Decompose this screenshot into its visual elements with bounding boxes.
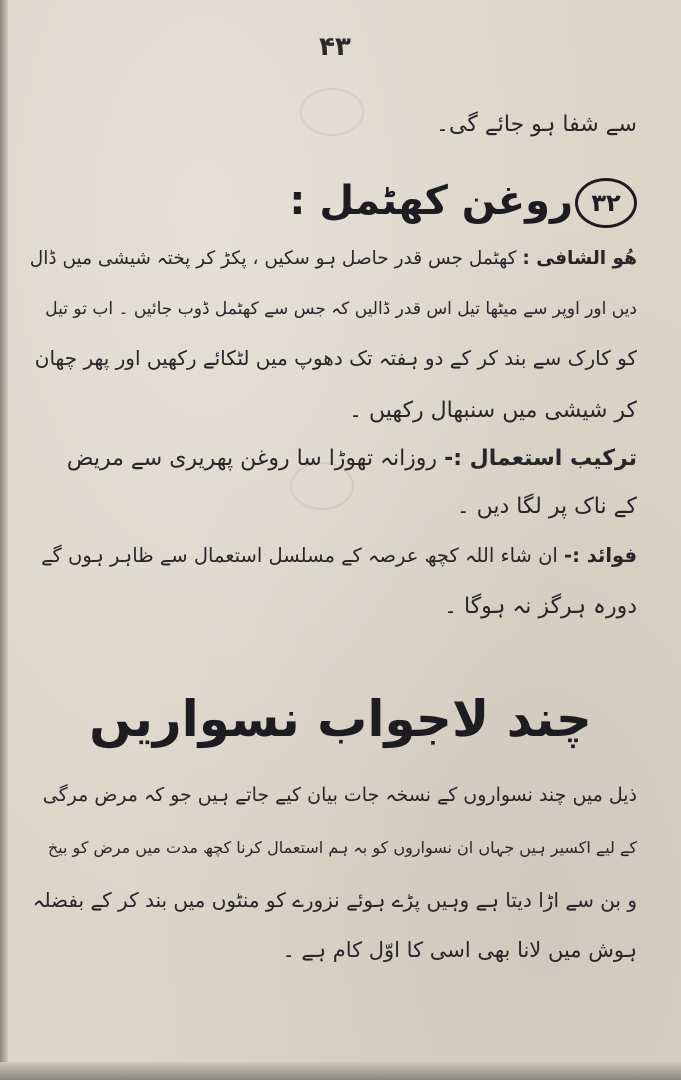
page-number: ۴۳	[319, 32, 351, 62]
carryover-line: سے شفا ہو جائے گی۔	[436, 112, 637, 137]
usage-text: روزانہ تھوڑا سا روغن پھریری سے مریض	[66, 446, 438, 471]
usage-label: ترکیب استعمال :-	[444, 446, 637, 471]
method-line: کر شیشی میں سنبھال رکھیں ۔	[349, 398, 637, 423]
usage-line	[67, 446, 637, 471]
benefits-line	[41, 544, 637, 567]
page-bottom-edge-shadow	[0, 1062, 681, 1080]
intro-line: کے لیے اکسیر ہیں جہاں ان نسواروں کو بہ ہم استعمال کرنا کچھ مدت میں مرض کو بیخ	[47, 838, 637, 857]
method-line: کو کارک سے بند کر کے دو ہفتہ تک دھوپ میں لٹکائے رکھیں اور پھر چھان	[34, 346, 637, 370]
method-text: کھٹمل جس قدر حاصل ہو سکیں ، پکڑ کر پختہ شیشی میں ڈال	[29, 248, 517, 269]
method-line	[30, 248, 637, 269]
method-line: دیں اور اوپر سے میٹھا تیل اس قدر ڈالیں کہ جس سے کھٹمل ڈوب جائیں ۔ اب تو تیل	[45, 299, 637, 319]
usage-line: کے ناک پر لگا دیں ۔	[456, 494, 637, 519]
section-title: چند لاجواب نسواریں	[89, 690, 592, 748]
intro-line: ہوش میں لانا بھی اسی کا اوّل کام ہے ۔	[282, 938, 637, 962]
benefits-text: ان شاء اللہ کچھ عرصہ کے مسلسل استعمال سے ظاہر ہوں گے	[41, 544, 558, 567]
recipe-heading: روغن کھٹمل :	[289, 178, 573, 224]
intro-line: و بن سے اڑا دیتا ہے وہیں پڑے ہوئے نزورے کو منٹوں میں بند کر کے بفضلہ	[32, 888, 637, 912]
method-label: ھُو الشافی :	[522, 248, 637, 269]
intro-line: ذیل میں چند نسواروں کے نسخہ جات بیان کیے جاتے ہیں جو کہ مرض مرگی	[42, 784, 637, 806]
recipe-number-badge: ۳۲	[575, 178, 637, 228]
benefits-line: دورہ ہرگز نہ ہوگا ۔	[444, 594, 637, 619]
bleedthrough-mark	[300, 88, 364, 136]
benefits-label: فوائد :-	[564, 544, 637, 567]
page-left-edge-shadow	[0, 0, 8, 1080]
